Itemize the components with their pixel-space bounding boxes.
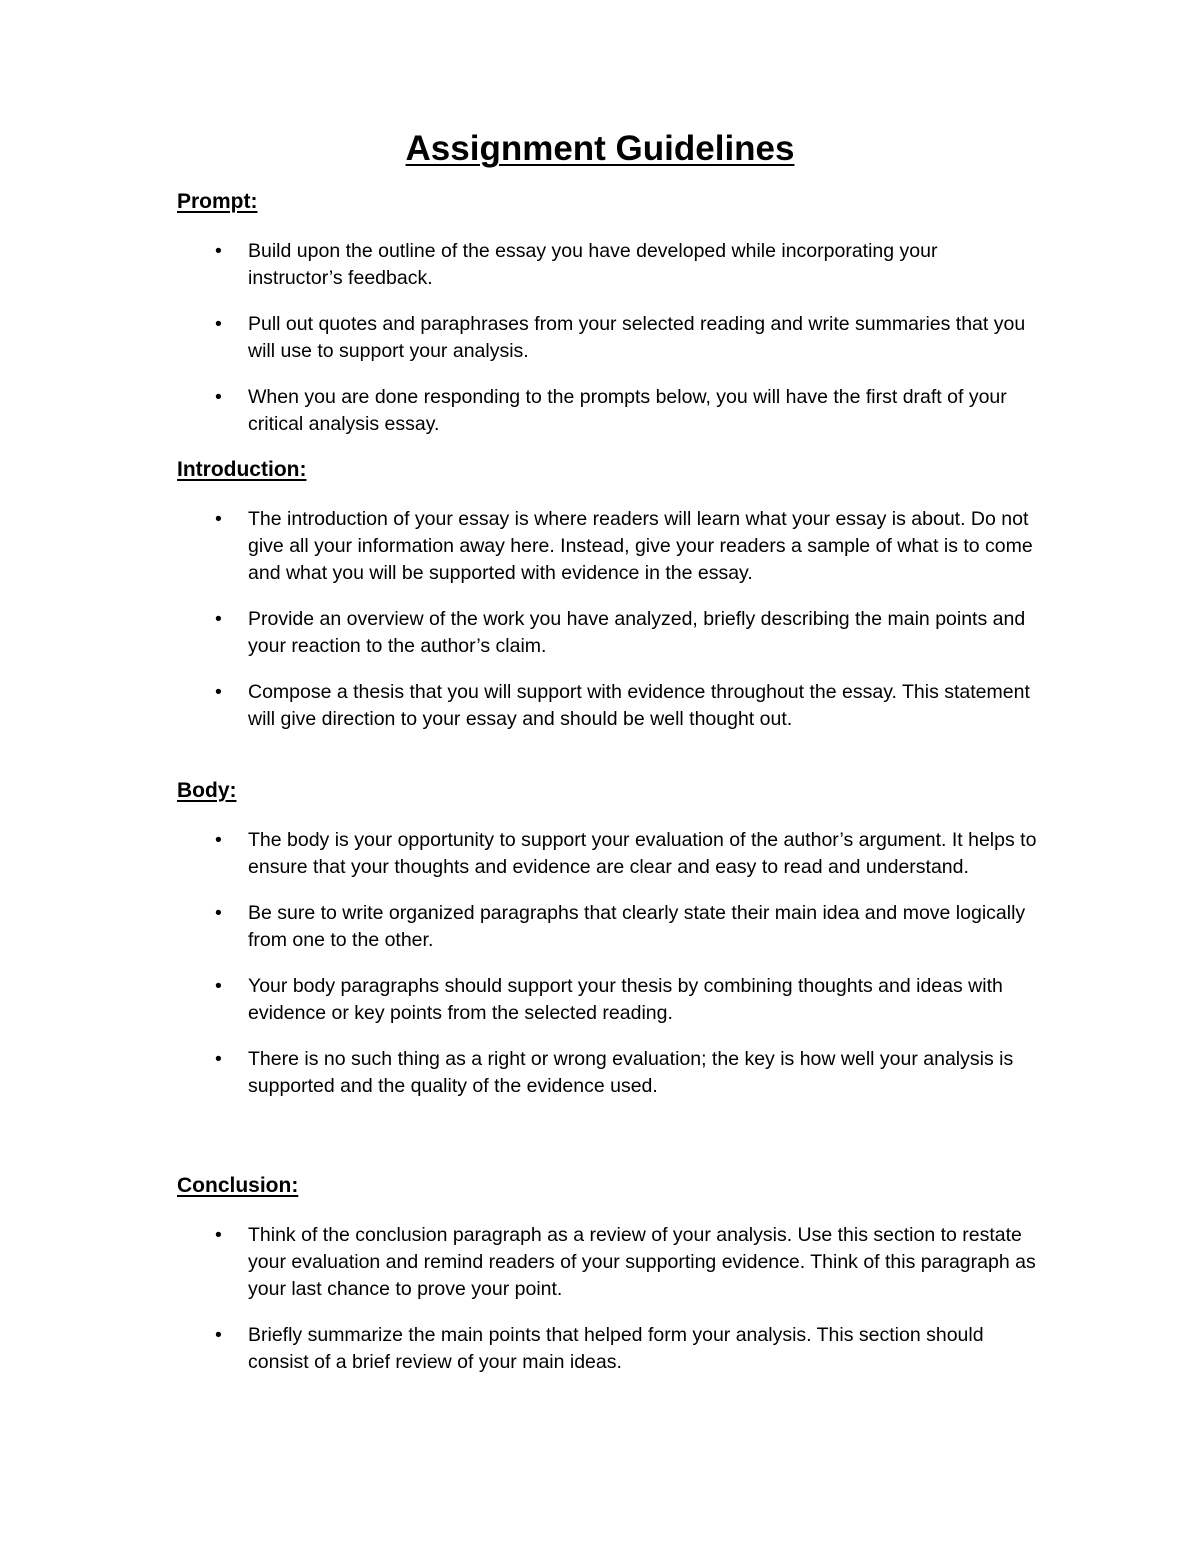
- bullet-icon: •: [215, 608, 222, 630]
- bullet-icon: •: [215, 829, 222, 851]
- list-item-text: Briefly summarize the main points that helped form your analysis. This section should consist of a brief review of your main ideas.: [248, 1324, 984, 1373]
- section-heading: Introduction:: [177, 458, 307, 481]
- bullet-icon: •: [215, 902, 222, 924]
- bullet-list: [177, 506, 1037, 733]
- bullet-icon: •: [215, 1324, 222, 1346]
- list-item-text: When you are done responding to the prompts below, you will have the first draft of your critical analysis essay.: [248, 386, 1007, 435]
- list-item: [177, 900, 1037, 954]
- list-item-text: Compose a thesis that you will support with evidence throughout the essay. This statement will give direction to your essay and should be well thought out.: [248, 681, 1030, 730]
- list-item-text: The body is your opportunity to support your evaluation of the author’s argument. It helps to ensure that your thoughts and evidence are clear and easy to read and understand.: [248, 829, 1037, 878]
- list-item-text: Your body paragraphs should support your thesis by combining thoughts and ideas with evidence or key points from the selected reading.: [248, 975, 1003, 1024]
- section-heading: Body:: [177, 779, 237, 802]
- list-item: [177, 506, 1037, 587]
- bullet-icon: •: [215, 386, 222, 408]
- list-item-text: The introduction of your essay is where readers will learn what your essay is about. Do not give all your information away here. Instead, give your readers a sample of what is to come and what you will be supported with evidence in the essay.: [248, 508, 1033, 584]
- list-item: [177, 606, 1037, 660]
- bullet-icon: •: [215, 508, 222, 530]
- bullet-list: [177, 827, 1037, 1100]
- list-item-text: Think of the conclusion paragraph as a review of your analysis. Use this section to restate your evaluation and remind readers of your supporting evidence. Think of this paragraph as your last chance to prove your point.: [248, 1224, 1036, 1300]
- section-prompt: [177, 188, 1037, 438]
- list-item-text: Build upon the outline of the essay you have developed while incorporating your instructor’s feedback.: [248, 240, 938, 289]
- list-item: [177, 1222, 1037, 1303]
- bullet-icon: •: [215, 681, 222, 703]
- bullet-icon: •: [215, 1224, 222, 1246]
- section-conclusion: [177, 1172, 1037, 1376]
- bullet-icon: •: [215, 1048, 222, 1070]
- list-item: [177, 311, 1037, 365]
- section-heading: Prompt:: [177, 190, 258, 213]
- document-title: Assignment Guidelines: [405, 129, 795, 168]
- bullet-icon: •: [215, 313, 222, 335]
- list-item-text: Provide an overview of the work you have analyzed, briefly describing the main points and your reaction to the author’s claim.: [248, 608, 1026, 657]
- list-item: [177, 238, 1037, 292]
- bullet-list: [177, 1222, 1037, 1376]
- list-item-text: Pull out quotes and paraphrases from your selected reading and write summaries that you will use to support your analysis.: [248, 313, 1026, 362]
- list-item-text: There is no such thing as a right or wrong evaluation; the key is how well your analysis is supported and the quality of the evidence used.: [248, 1048, 1014, 1097]
- list-item: [177, 679, 1037, 733]
- bullet-list: [177, 238, 1037, 438]
- list-item: [177, 1046, 1037, 1100]
- bullet-icon: •: [215, 240, 222, 262]
- list-item-text: Be sure to write organized paragraphs that clearly state their main idea and move logically from one to the other.: [248, 902, 1026, 951]
- list-item: [177, 1322, 1037, 1376]
- section-heading: Conclusion:: [177, 1174, 299, 1197]
- bullet-icon: •: [215, 975, 222, 997]
- list-item: [177, 827, 1037, 881]
- list-item: [177, 973, 1037, 1027]
- section-introduction: [177, 456, 1037, 733]
- list-item: [177, 384, 1037, 438]
- section-body: [177, 777, 1037, 1100]
